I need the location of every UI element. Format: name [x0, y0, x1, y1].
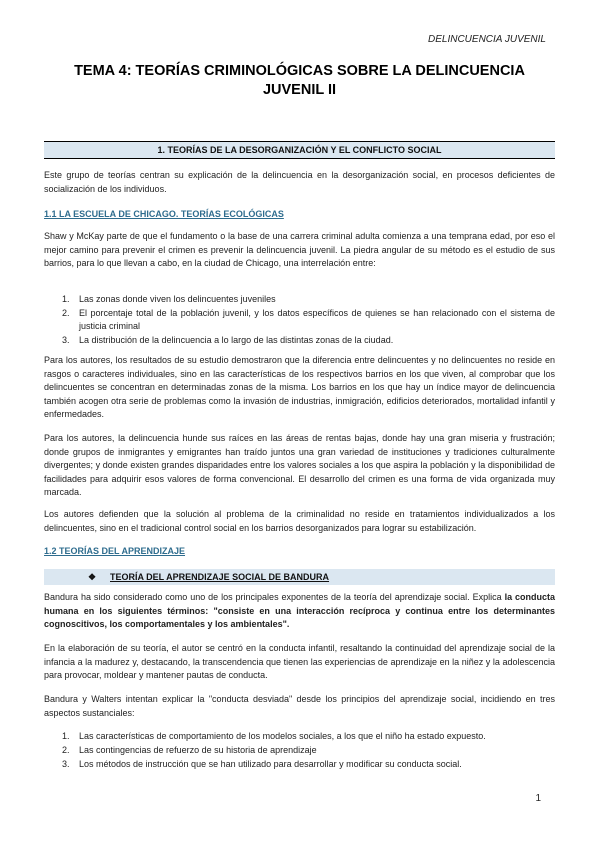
- list-item: 3. Los métodos de instrucción que se han utilizado para desarrollar y modificar su conducta social.: [62, 759, 462, 769]
- list-item: 1. Las características de comportamiento de los modelos sociales, a los que el niño ha estado expuesto.: [62, 731, 486, 741]
- chicago-paragraph-4: Los autores defienden que la solución al problema de la criminalidad no reside en tratamientos individualizados a los delincuentes, sino en el tradicional control social en los barrios desorganizados para lograr su estabilización.: [44, 509, 555, 533]
- running-header: DELINCUENCIA JUVENIL: [428, 34, 546, 45]
- bandura-paragraph-1: Bandura ha sido considerado como uno de los principales exponentes de la teoría del aprendizaje social. Explica la conducta humana en los siguientes términos: "consiste en una interacción recíproca y continua entre los determinantes cognoscitivos, los comportamentales y los ambientales".: [44, 592, 555, 630]
- chicago-paragraph-2: Para los autores, los resultados de su estudio demostraron que la diferencia entre delincuentes y no delincuentes no reside en rasgos o caracteres individuales, sino en las características de los respectivos barrios en los que viven, al comprobar que los delincuentes se concentran en determinadas zonas de la misma. Los barrios en los que hay un índice mayor de delincuencia también acogen otra serie de problemas como la invasión de industrias, inmigración, edificios deteriorados, mortalidad infantil y enfermedades.: [44, 355, 555, 420]
- chicago-list: [44, 293, 555, 347]
- list-item: 2. El porcentaje total de la población juvenil, y los datos específicos de quienes se han relacionado con el sistema de justicia criminal: [62, 308, 555, 331]
- chicago-paragraph-1: Shaw y McKay parte de que el fundamento o la base de una carrera criminal adulta comienza a una temprana edad, por eso el mejor camino para prevenir el crimen es prevenir la delincuencia juvenil. La piedra angular de su método es el estudio de sus barrios, para lo que llevan a cabo, en la ciudad de Chicago, una interrelación entre:: [44, 231, 555, 269]
- bandura-heading-text: TEORÍA DEL APRENDIZAJE SOCIAL DE BANDURA: [110, 572, 330, 582]
- bandura-list: [44, 730, 555, 771]
- page-number: 1: [535, 793, 541, 804]
- list-item: 1. Las zonas donde viven los delincuentes juveniles: [62, 294, 276, 304]
- title-line-2: JUVENIL II: [262, 82, 337, 98]
- document-title: [60, 62, 539, 100]
- title-line-1: TEMA 4: TEORÍAS CRIMINOLÓGICAS SOBRE LA DELINCUENCIA: [74, 63, 525, 79]
- bandura-paragraph-3: Bandura y Walters intentan explicar la "conducta desviada" desde los principios del aprendizaje social, incidiendo en tres aspectos sustanciales:: [44, 694, 555, 718]
- subsection-heading-chicago: 1.1 LA ESCUELA DE CHICAGO. TEORÍAS ECOLÓGICAS: [44, 209, 284, 219]
- chicago-paragraph-3: Para los autores, la delincuencia hunde sus raíces en las áreas de rentas bajas, donde hay una gran miseria y frustración; donde grupos de inmigrantes y emigrantes han traído juntos una gran variedad de instituciones y tradiciones culturalmente divergentes; y donde existen grandes disparidades entre los valores sociales a los que aspira la población y la disponibilidad de facilidades para adquirir esos valores de forma convencional. El desarrollo del crimen es una forma de vida organizada muy marcada.: [44, 433, 555, 498]
- diamond-bullet-icon: ❖: [88, 572, 97, 582]
- bandura-heading: [44, 569, 555, 585]
- section-heading: 1. TEORÍAS DE LA DESORGANIZACIÓN Y EL CONFLICTO SOCIAL: [44, 141, 555, 159]
- list-item: 2. Las contingencias de refuerzo de su historia de aprendizaje: [62, 745, 317, 755]
- subsection-heading-aprendizaje: 1.2 TEORÍAS DEL APRENDIZAJE: [44, 546, 186, 556]
- bandura-paragraph-2: En la elaboración de su teoría, el autor se centró en la conducta infantil, resaltando la continuidad del aprendizaje social de la infancia a la madurez y, destacando, la transcendencia que tienen las experiencias de aprendizaje en la niñez y la adolescencia para provocar, moldear y mantener pautas de conducta.: [44, 643, 555, 681]
- list-item: 3. La distribución de la delincuencia a lo largo de las distintas zonas de la ciudad.: [62, 335, 394, 345]
- section-intro: Este grupo de teorías centran su explicación de la delincuencia en la desorganización social, en procesos deficientes de socialización de los individuos.: [44, 170, 555, 194]
